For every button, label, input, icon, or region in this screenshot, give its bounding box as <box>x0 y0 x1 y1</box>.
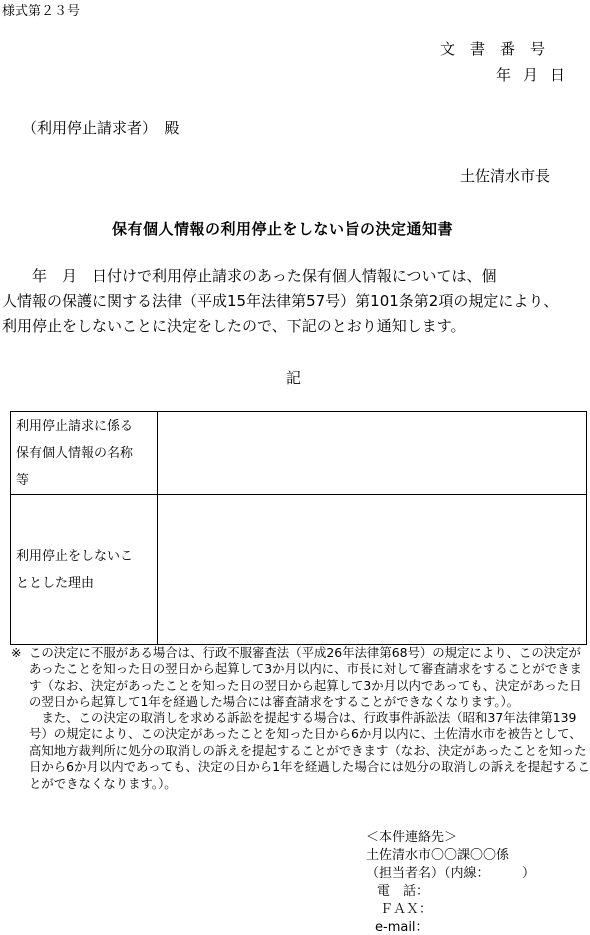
form-number: 様式第２３号 <box>2 3 81 18</box>
note-mark: ※ <box>11 645 22 660</box>
contact-person: （担当者名）（内線： ） <box>366 866 536 881</box>
table-label-cell <box>11 495 158 645</box>
detail-table <box>10 411 587 645</box>
body-text-line: 年 月 日付けで利用停止請求のあった保有個人情報については、個 <box>2 267 497 285</box>
contact-email: e-mail： <box>375 920 429 935</box>
addressee: （利用停止請求者） 殿 <box>22 119 180 137</box>
document-number-label: 文書番号 <box>440 40 561 58</box>
label-line: ととした理由 <box>16 575 95 591</box>
label-line: 保有個人情報の名称 <box>16 445 134 461</box>
note-paragraph <box>29 710 590 792</box>
table-value-cell <box>158 412 587 495</box>
table-value-cell <box>158 495 587 645</box>
label-line: 利用停止請求に係る <box>16 418 134 434</box>
contact-phone: 電 話： <box>377 884 430 899</box>
issuer-name: 土佐清水市長 <box>460 167 551 185</box>
date-label: 年月日 <box>496 66 578 84</box>
table-row <box>11 495 587 645</box>
note-text: また、この決定の取消しを求める訴訟を提起する場合は、行政事件訴訟法（昭和37年法律第139号）の規定により、この決定があったことを知った日から6か月以内に、土佐清水市を被告として、高知地方裁判所に処分の取消しの訴えを提起することができます（なお、決定があったことを知った日から6か月以内であっても、決定の日から1年を経過した場合には処分の取消しの訴えを提起することができなくなります。）。 <box>29 710 590 791</box>
ki-label: 記 <box>286 369 302 387</box>
note-paragraph <box>29 645 590 711</box>
table-label-cell <box>11 412 158 495</box>
contact-fax: ＦＡＸ： <box>380 902 433 917</box>
contact-office: 土佐清水市〇〇課〇〇係 <box>366 848 510 863</box>
label-line: 等 <box>16 472 30 488</box>
table-row <box>11 412 587 495</box>
contact-heading: ＜本件連絡先＞ <box>366 830 458 845</box>
document-title: 保有個人情報の利用停止をしない旨の決定通知書 <box>112 220 454 238</box>
label-line: 利用停止をしないこ <box>16 548 134 564</box>
note-text: この決定に不服がある場合は、行政不服審査法（平成26年法律第68号）の規定により、この決定があったことを知った日の翌日から起算して3か月以内に、市長に対して審査請求をすることができます（なお、決定があったことを知った日の翌日から起算して3か月以内であっても、決定があった日の翌日から起算して1年を経過した場合には審査請求をすることができなくなります。）。 <box>29 645 582 710</box>
body-text-line: 利用停止をしないことに決定をしたので、下記のとおり通知します。 <box>2 317 466 335</box>
body-text-line: 人情報の保護に関する法律（平成15年法律第57号）第101条第2項の規定により、 <box>2 292 559 310</box>
